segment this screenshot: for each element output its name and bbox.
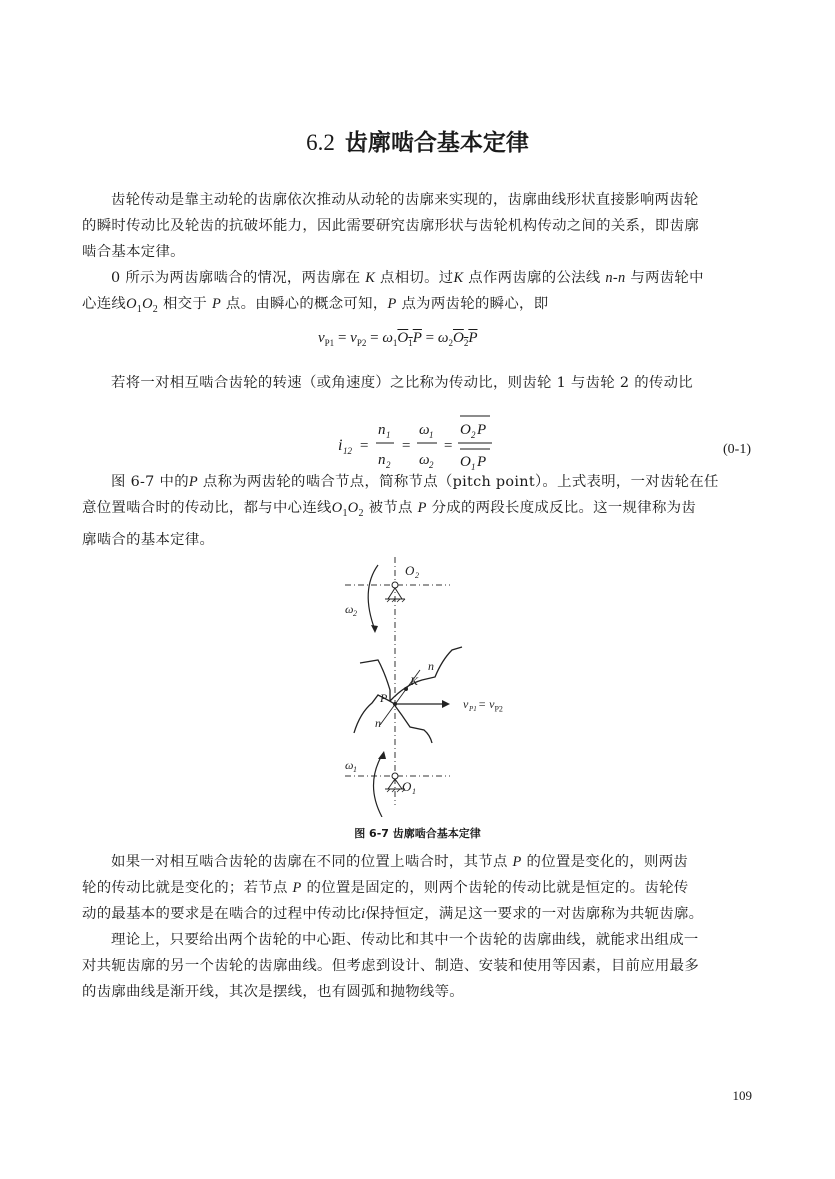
paragraph-pitch-point	[82, 469, 754, 553]
svg-text:K: K	[410, 674, 419, 688]
svg-text:ω: ω	[419, 452, 430, 468]
svg-text:1: 1	[412, 787, 416, 796]
gear-meshing-figure	[330, 555, 490, 817]
section-title: 齿廓啮合基本定律	[344, 130, 529, 156]
svg-text:=: =	[401, 438, 412, 454]
text-line: 啮合基本定律。	[82, 244, 185, 260]
svg-text:2: 2	[386, 460, 391, 470]
svg-text:2: 2	[429, 460, 434, 470]
svg-text:P1: P1	[469, 705, 477, 713]
svg-text:n: n	[375, 716, 381, 730]
svg-text:O: O	[405, 563, 415, 578]
svg-text:1: 1	[353, 765, 357, 774]
svg-text:P: P	[477, 422, 487, 438]
svg-text:2: 2	[353, 609, 357, 618]
svg-text:P: P	[477, 454, 487, 470]
paragraph-conjugate	[82, 927, 754, 1005]
svg-text:1: 1	[429, 430, 434, 440]
svg-text:2: 2	[471, 430, 476, 440]
svg-text:1: 1	[471, 462, 476, 472]
svg-text:=: =	[359, 438, 370, 454]
text-line: 意位置啮合时的传动比，都与中心连线$O_1O_2$ 被节点 P 分成的两段长度成反比。这一规律称为齿	[82, 500, 697, 519]
text-line: 理论上，只要给出两个齿轮的中心距、传动比和其中一个齿轮的齿廓曲线，就能求出组成一	[111, 932, 699, 948]
text-line: 轮的传动比就是变化的；若节点 P 的位置是固定的，则两个齿轮的传动比就是恒定的。齿轮传	[82, 880, 689, 896]
svg-text:1: 1	[386, 430, 391, 440]
point-k	[404, 687, 408, 691]
text-line: 的瞬时传动比及轮齿的抗破坏能力，因此需要研究齿廓形状与齿轮机构传动之间的关系，即齿廓	[82, 218, 700, 234]
equation-number: (0-1)	[723, 442, 751, 457]
text-line: 对共轭齿廓的另一个齿轮的齿廓曲线。但考虑到设计、制造、安装和使用等因素，目前应用最多	[82, 958, 700, 974]
paragraph-tangent	[82, 265, 754, 323]
section-number: 6.2	[306, 130, 335, 155]
svg-text:12: 12	[343, 446, 352, 456]
svg-text:O: O	[460, 454, 471, 470]
point-p	[393, 702, 397, 706]
text-line: 廓啮合的基本定律。	[82, 531, 215, 548]
omega2-rotation-arrow	[368, 565, 378, 630]
svg-text:P: P	[380, 691, 388, 705]
text-line: 0 所示为两齿廓啮合的情况，两齿廓在 K 点相切。过K 点作两齿廓的公法线 n-n 与两齿轮中	[111, 270, 704, 286]
lower-tooth-profile	[354, 695, 432, 743]
omega1-rotation-arrow	[374, 755, 383, 817]
svg-text:n: n	[378, 452, 386, 468]
svg-text:ω: ω	[345, 758, 354, 772]
svg-text:n: n	[378, 422, 386, 438]
text-line: 若将一对相互啮合齿轮的转速（或角速度）之比称为传动比，则齿轮 1 与齿轮 2 的传动比	[111, 375, 693, 391]
paragraph-intro	[82, 187, 754, 265]
paragraph-constant-ratio	[82, 849, 754, 927]
document-page: 6.2 齿廓啮合基本定律 齿轮传动是靠主动轮的齿廓依次推动从动轮的齿廓来实现的，齿廓曲线形状直接影响两齿轮 的瞬时传动比及轮齿的抗破坏能力，因此需要研究齿廓形状与齿轮机构传动之间的关系，即齿廓 啮合基本定律。 0 所示为两齿廓啮合的情况，两齿廓在 K 点相切。过K 点作两齿廓的公法线 n-n 与两齿轮中 心连线$O_1O_2$ 相交于 P 点。由瞬心的概念可知，P 点为两齿轮的瞬心，即 $v_{P1} = v_{P2} = \omega_1O_1P = \omega_2O_2P$ 若将一对相互啮合齿轮的转速（或角速度）之比称为传动比，则齿轮 1 与齿轮 2 的传动比 i 12 = n 1 n 2 = ω 1 ω 2 = O 2 P O 1 P (0-1) 图 6-7 中的P 点称为两齿轮的啮合节点，简称节点（pitch point）。上式表明，一对齿轮在任 意位置啮合时的传动比，都与中心连线$O_1O_2$ 被节点 P 分成的两段长度成反比。这一规律称为齿 廓啮合的基本定律。 O 2 ω 2 O 1 ω 1 K P n n v P1 = $v_{P2}$ 图 6-7 齿廓啮合基本定律 如果一对相互啮合齿轮的齿廓在不同的位置上啮合时，其节点 P 的位置是变化的，则两齿 轮的传动比就是变化的；若节点 P 的位置是固定的，则两个齿轮的传动比就是恒定的。齿轮传 动的最基本的要求是在啮合的过程中传动比i保持恒定，满足这一要求的一对齿廓称为共轭齿廓。 理论上，只要给出两个齿轮的中心距、传动比和其中一个齿轮的齿廓曲线，就能求出组成一 对共轭齿廓的另一个齿轮的齿廓曲线。但考虑到设计、制造、安装和使用等因素，目前应用最多 的齿廓曲线是渐开线，其次是摆线，也有圆弧和抛物线等。 109	[0, 0, 835, 1179]
o1o2-symbol: $O_1O_2$	[126, 296, 159, 315]
velocity-label: = $v_{P2}$	[478, 697, 503, 714]
text-line: 心连线$O_1O_2$ 相交于 P 点。由瞬心的概念可知，P 点为两齿轮的瞬心，即	[82, 296, 549, 315]
page-number: 109	[732, 1088, 752, 1103]
svg-text:i: i	[338, 437, 343, 454]
svg-text:v: v	[463, 697, 469, 711]
text-line: 如果一对相互啮合齿轮的齿廓在不同的位置上啮合时，其节点 P 的位置是变化的，则两齿	[111, 854, 689, 870]
text-line: 齿轮传动是靠主动轮的齿廓依次推动从动轮的齿廓来实现的，齿廓曲线形状直接影响两齿轮	[111, 192, 699, 208]
svg-text:=: =	[443, 438, 454, 454]
svg-text:ω: ω	[419, 422, 430, 438]
svg-text:O: O	[402, 779, 412, 794]
text-line: 图 6-7 中的P 点称为两齿轮的啮合节点，简称节点（pitch point）。上式表明，一对齿轮在任	[111, 474, 719, 490]
text-line: 动的最基本的要求是在啮合的过程中传动比i保持恒定，满足这一要求的一对齿廓称为共轭齿廓。	[82, 906, 704, 922]
paragraph-ratio	[82, 370, 754, 396]
svg-text:2: 2	[415, 571, 419, 580]
figure-caption: 图 6-7 齿廓啮合基本定律	[354, 827, 481, 840]
svg-text:n: n	[428, 659, 434, 673]
svg-text:O: O	[460, 422, 471, 438]
svg-text:ω: ω	[345, 602, 354, 616]
text-line: 的齿廓曲线是渐开线，其次是摆线，也有圆弧和抛物线等。	[82, 984, 464, 1000]
section-heading	[0, 124, 835, 157]
